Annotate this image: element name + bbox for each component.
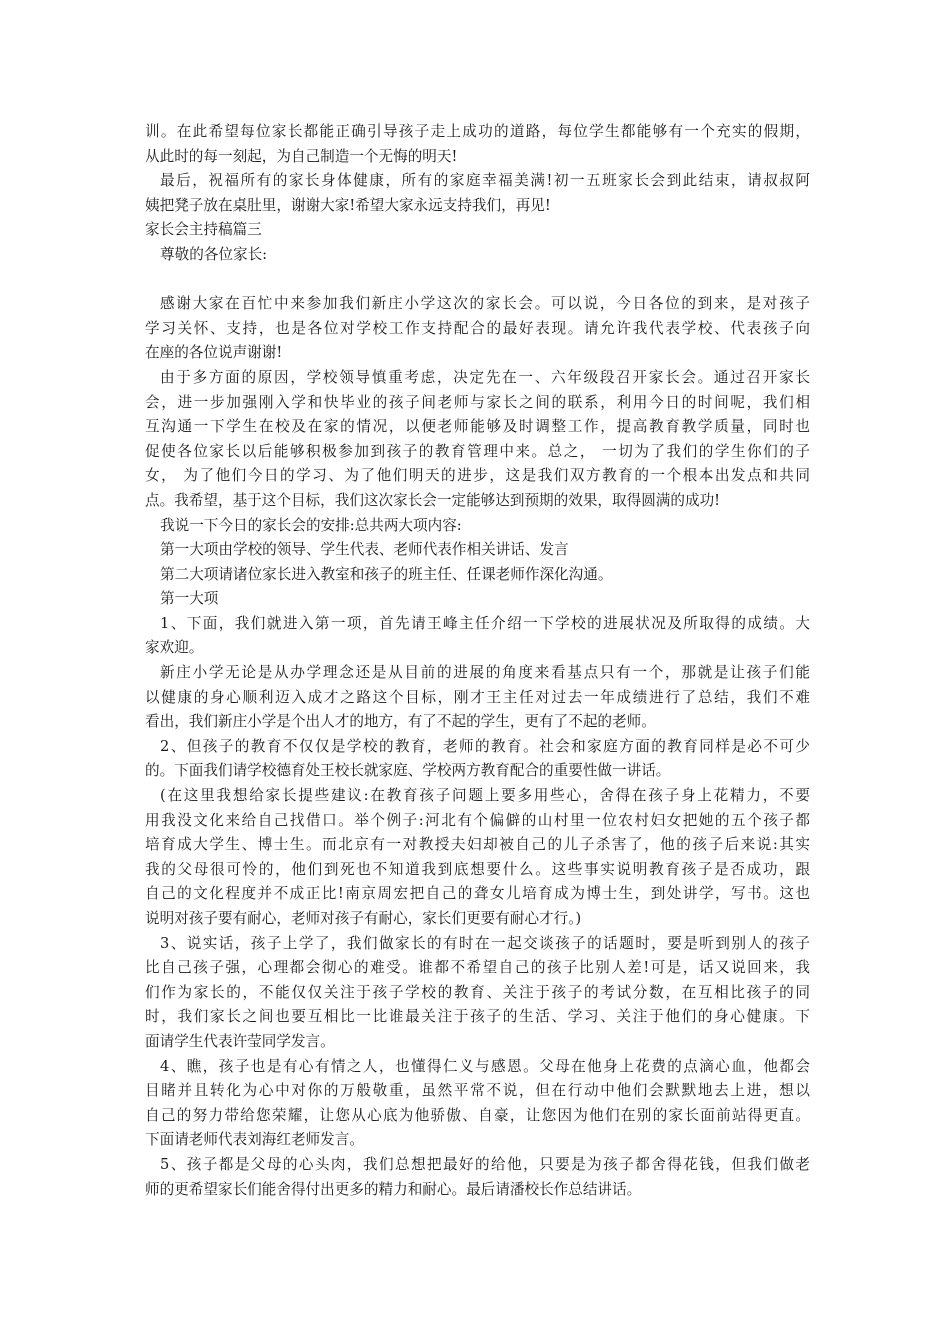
- text-line: 第二大项请诸位家长进入教室和孩子的班主任、任课老师作深化沟通。: [160, 565, 613, 583]
- text-line: 最后，祝福所有的家长身体健康，所有的家庭幸福美满!初一五班家长会到此结束，请叔叔阿: [160, 172, 810, 190]
- text-line: 师的更希望家长们能舍得付出更多的精力和耐心。最后请潘校长作总结讲话。: [145, 1180, 642, 1198]
- text-line: 3、说实话，孩子上学了，我们做家长的有时在一起交谈孩子的话题时，要是听到别人的孩子: [160, 934, 810, 952]
- text-line: 自己的文化程度并不成正比!南京周宏把自己的聋女儿培育成为博士生，到处讲学，写书。这也: [145, 885, 810, 903]
- text-line: 用我没文化来给自己找借口。举个例子:河北有个偏僻的山村里一位农村妇女把她的五个孩子都: [145, 811, 810, 829]
- text-line: 4、瞧，孩子也是有心有情之人，也懂得仁义与感恩。父母在他身上花费的点滴心血，他都会: [160, 1057, 810, 1075]
- text-line: 比自己孩子强，心理都会彻心的难受。谁都不希望自己的孩子比别人差!可是，话又说回来，我: [145, 959, 810, 977]
- document-page: [145, 120, 810, 1202]
- text-line: 感谢大家在百忙中来参加我们新庄小学这次的家长会。可以说，今日各位的到来，是对孩子: [160, 295, 810, 313]
- text-line: 自己的努力带给您荣耀，让您从心底为他骄傲、自豪，让您因为他们在别的家长面前站得更直。: [145, 1106, 810, 1124]
- text-line: 目睹并且转化为心中对你的万般敬重，虽然平常不说，但在行动中他们会默默地去上进，想以: [145, 1082, 810, 1100]
- text-line: 培育成大学生、博士生。而北京有一对教授夫妇却被自己的儿子杀害了，他的孩子后来说:其实: [145, 836, 810, 854]
- text-line: 面请学生代表许莹同学发言。: [145, 1032, 335, 1050]
- text-line: 促使各位家长以后能够积极参加到孩子的教育管理中来。总之， 一切为了我们的学生你们的子: [145, 442, 810, 460]
- text-line: 女， 为了他们今日的学习、为了他们明天的进步，这是我们双方教育的一个根本出发点和共同: [145, 467, 810, 485]
- text-line: 看出，我们新庄小学是个出人才的地方，有了不起的学生，更有了不起的老师。: [145, 713, 656, 731]
- text-line: 我说一下今日的家长会的安排:总共两大项内容:: [160, 516, 462, 534]
- text-line: 从此时的每一刻起，为自己制造一个无悔的明天!: [145, 147, 458, 165]
- text-line: (在这里我想给家长提些建议:在教育孩子问题上要多用些心，舍得在孩子身上花精力，不要: [160, 787, 810, 805]
- text-line: 2、但孩子的教育不仅仅是学校的教育，老师的教育。社会和家庭方面的教育同样是必不可少: [160, 737, 810, 755]
- text-line: 家欢迎。: [145, 639, 204, 657]
- text-line: 姨把凳子放在桌肚里，谢谢大家!希望大家永远支持我们，再见!: [145, 196, 551, 214]
- salutation: 尊敬的各位家长:: [160, 245, 268, 263]
- text-line: 的。下面我们请学校德育处王校长就家庭、学校两方教育配合的重要性做一讲话。: [145, 762, 671, 780]
- text-line: 由于多方面的原因，学校领导慎重考虑，决定先在一、六年级段召开家长会。通过召开家长: [160, 368, 810, 386]
- text-line: 互沟通一下学生在校及在家的情况，以便老师能够及时调整工作，提高教育教学质量，同时也: [145, 418, 810, 436]
- text-line: 训。在此希望每位家长都能正确引导孩子走上成功的道路，每位学生都能够有一个充实的假期，: [145, 123, 810, 140]
- text-line: 说明对孩子要有耐心，老师对孩子有耐心，家长们更要有耐心才行。): [145, 910, 582, 927]
- text-line: 第一大项由学校的领导、学生代表、老师代表作相关讲话、发言: [160, 541, 569, 559]
- text-line: 会，进一步加强刚入学和快毕业的孩子间老师与家长之间的联系，利用今日的时间呢，我们相: [145, 393, 810, 411]
- text-line: 们作为家长的，不能仅仅关注于孩子学校的教育、关注于孩子的考试分数，在互相比孩子的同: [145, 983, 810, 1001]
- text-line: 以健康的身心顺利迈入成才之路这个目标，刚才王主任对过去一年成绩进行了总结，我们不难: [145, 688, 810, 706]
- text-line: 5、孩子都是父母的心头肉，我们总想把最好的给他，只要是为孩子都舍得花钱，但我们做老: [160, 1155, 810, 1173]
- subsection-heading: 第一大项: [160, 590, 219, 608]
- text-line: 下面请老师代表刘海红老师发言。: [145, 1131, 364, 1149]
- text-line: 在座的各位说声谢谢!: [145, 344, 283, 362]
- text-line: 学习关怀、支持，也是各位对学校工作支持配合的最好表现。请允许我代表学校、代表孩子向: [145, 319, 810, 337]
- text-line: 新庄小学无论是从办学理念还是从目前的进展的角度来看基点只有一个，那就是让孩子们能: [160, 664, 810, 682]
- text-line: 时，我们家长之间也要互相比一比谁最关注于孩子的生活、学习、关注于他们的身心健康。下: [145, 1008, 810, 1026]
- text-line: 1、下面，我们就进入第一项，首先请王峰主任介绍一下学校的进展状况及所取得的成绩。大: [160, 614, 810, 632]
- text-line: 点。我希望，基于这个目标，我们这次家长会一定能够达到预期的效果，取得圆满的成功!: [145, 491, 721, 509]
- section-heading: 家长会主持稿篇三: [145, 221, 262, 239]
- text-line: 我的父母很可怜的，他们到死也不知道我到底想要什么。这些事实说明教育孩子是否成功，跟: [145, 860, 810, 878]
- blank-line: [145, 268, 810, 293]
